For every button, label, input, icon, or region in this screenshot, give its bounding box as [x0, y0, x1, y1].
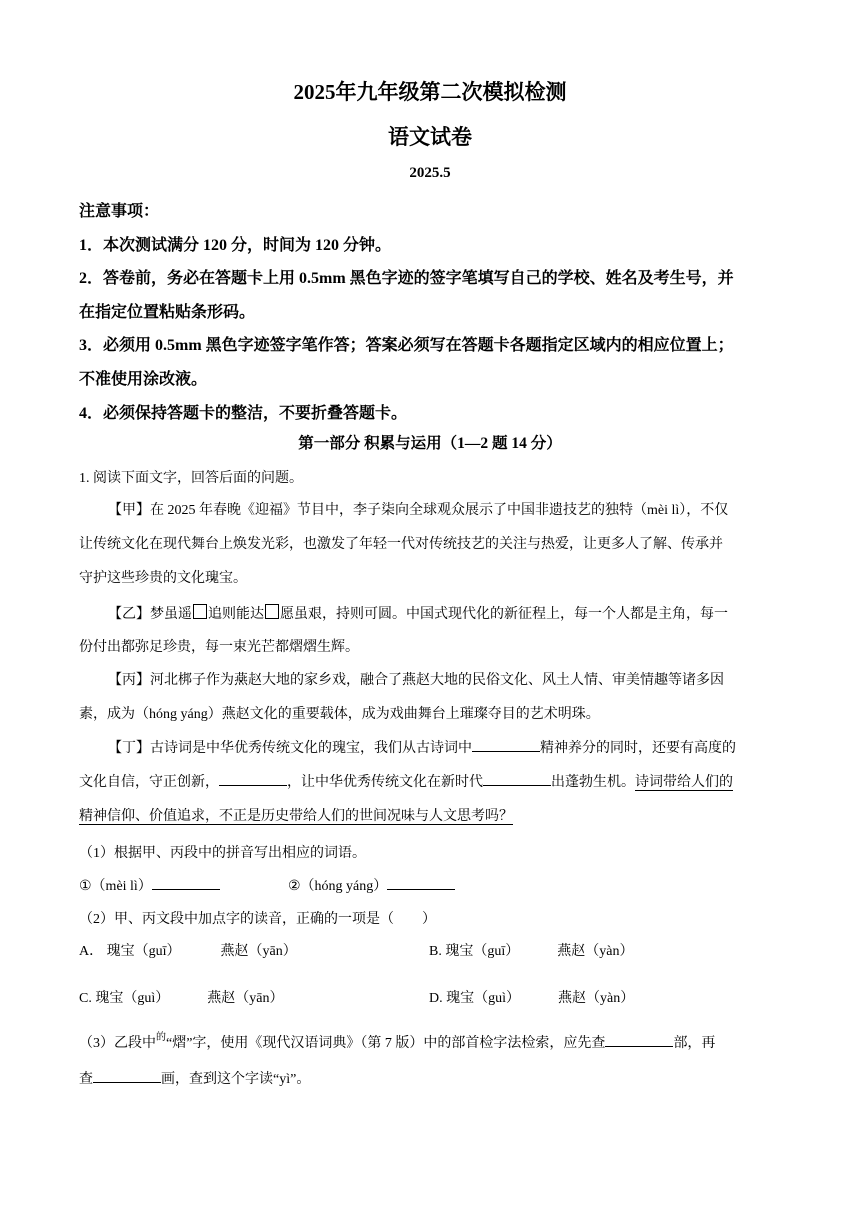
notice-item-2-line-2: 在指定位置粘贴条形码。	[79, 304, 256, 321]
notice-item-4: 4．必须保持答题卡的整洁，不要折叠答题卡。	[79, 405, 408, 422]
underlined-sentence-part-1: 诗词带给人们的	[635, 775, 733, 790]
underlined-sentence-part-2: 精神信仰、价值追求，不正是历史带给人们的世间况味与人文思考吗？	[79, 809, 513, 824]
dotted-char-gui: 瑰 ·	[205, 571, 219, 586]
passage-jia-line-2: 让传统文化在现代舞台上焕发光彩，也激发了年轻一代对传统技艺的关注与热爱，让更多人了解、传承并	[79, 537, 723, 552]
passage-bing-line-2: 素，成为（hóng yáng）燕赵文化的重要载体，成为戏曲舞台上璀璨夺目的艺术明珠。	[79, 707, 600, 722]
sub-question-2-stem: （2）甲、丙文段中加点字的读音，正确的一项是（ ）	[79, 912, 436, 927]
option-b[interactable]: B. 瑰宝（guī） 燕赵（yàn）	[429, 944, 634, 959]
answer-blank[interactable]	[152, 875, 220, 890]
passage-ding-line-3	[79, 800, 513, 834]
notice-item-2-line-1: 2．答卷前，务必在答题卡上用 0.5mm 黑色字迹的签字笔填写自己的学校、姓名及考生号，并	[79, 270, 734, 287]
punctuation-box-1	[193, 604, 207, 619]
sub-question-3-line-2: 查 画，查到这个字读“yì”。	[79, 1068, 310, 1088]
exam-title: 2025年九年级第二次模拟检测	[293, 80, 567, 104]
punctuation-box-2	[265, 604, 279, 619]
sub-question-1-answer-a: ①（mèi lì）	[79, 875, 220, 895]
passage-bing-line-1: 【丙】河北梆子作为燕 ·赵大地的家乡戏，融合了燕赵大地的民俗文化、风土人情、审美情趣等诸多因	[108, 664, 724, 698]
passage-ding-line-1: 【丁】古诗词是中华优秀传统文化的瑰宝，我们从古诗词中 精神养分的同时，还要有高度的	[108, 732, 736, 766]
answer-blank[interactable]	[93, 1068, 161, 1083]
exam-date: 2025.5	[409, 165, 451, 181]
notice-heading: 注意事项：	[79, 203, 160, 220]
passage-ding-line-2: 文化自信，守正创新， ，让中华优秀传统文化在新时代 出蓬勃生机。诗词带给人们的	[79, 766, 733, 800]
answer-blank[interactable]	[472, 737, 540, 752]
exam-subtitle: 语文试卷	[388, 125, 472, 149]
sub-question-3-line-1: （3）乙段中$^的$“熠”字，使用《现代汉语词典》（第 7 版）中的部首检字法检索，应先查 部，再	[79, 1032, 716, 1051]
sub-question-1-stem: （1）根据甲、丙段中的拼音写出相应的词语。	[79, 846, 366, 861]
section-title: 第一部分 积累与运用（1—2 题 14 分）	[298, 435, 562, 452]
answer-blank[interactable]	[483, 771, 551, 786]
notice-item-3-line-2: 不准使用涂改液。	[79, 371, 208, 388]
dotted-char-yan: 燕 ·	[234, 673, 248, 688]
passage-yi-line-2: 份付出都弥足珍贵，每一束光芒都熠熠生辉。	[79, 640, 359, 655]
sub-question-1-answer-b: ②（hóng yáng）	[288, 875, 455, 895]
option-d[interactable]: D. 瑰宝（guì） 燕赵（yàn）	[429, 991, 635, 1006]
answer-blank[interactable]	[387, 875, 455, 890]
passage-jia-line-1: 【甲】在 2025 年春晚《迎福》节目中，李子柒向全球观众展示了中国非遗技艺的独特（mèi lì），不仅	[108, 503, 729, 518]
answer-blank[interactable]	[219, 771, 287, 786]
passage-jia-line-3: 守护这些珍贵的文化瑰 ·宝。	[79, 562, 247, 596]
question-1-stem: 1. 阅读下面文字，回答后面的问题。	[79, 471, 303, 486]
notice-item-3-line-1: 3．必须用 0.5mm 黑色字迹签字笔作答；答案必须写在答题卡各题指定区域内的相应位置上；	[79, 337, 734, 354]
option-a[interactable]: A． 瑰宝（guī） 燕赵（yān）	[79, 944, 297, 959]
passage-yi-line-1: 【乙】梦虽遥 追则能达 愿虽艰，持则可圆。中国式现代化的新征程上，每一个人都是主角，每一	[108, 598, 728, 632]
option-c[interactable]: C. 瑰宝（guì） 燕赵（yān）	[79, 991, 284, 1006]
notice-item-1: 1．本次测试满分 120 分，时间为 120 分钟。	[79, 237, 392, 254]
answer-blank[interactable]	[605, 1032, 673, 1047]
